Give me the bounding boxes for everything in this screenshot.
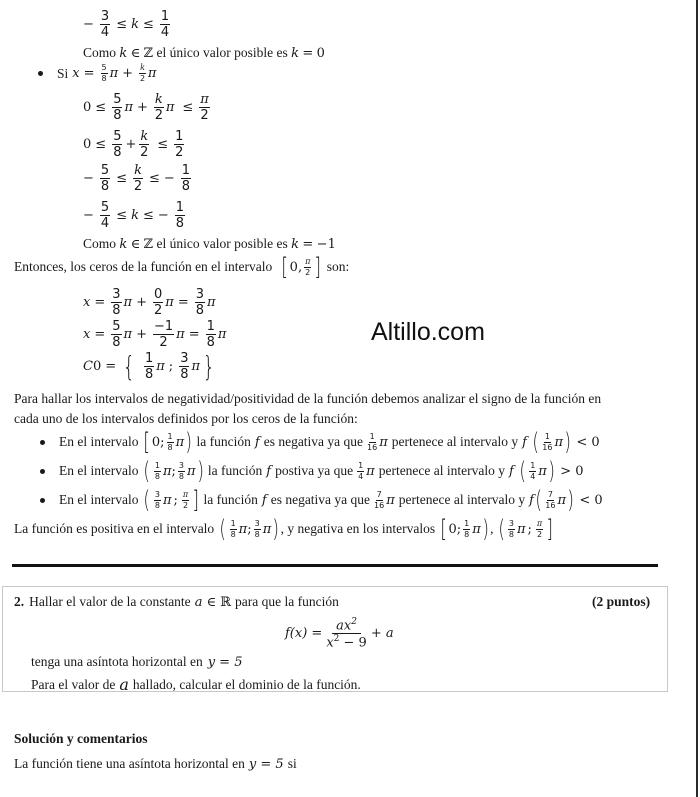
problem-number: 2.: [14, 594, 25, 609]
page-right-border: [696, 0, 698, 797]
bullet-si-case: Si x = $\frac{5}{8}$ π + $\frac{k}{2}$ π: [38, 64, 156, 83]
sign-item-1: En el intervalo [ 0; $\frac{1}{8}$ π ) la función f es negativa ya que $\frac{1}{16}$ π pertenece al intervalo y f ( $\frac{1}{16}$ π ) < 0: [40, 430, 600, 454]
fraction: $\frac{1}{4}$: [160, 9, 170, 40]
bullet-icon: [40, 440, 45, 445]
step-1: 0 ≤ $\frac{5}{8}$ π + $\frac{k}{2}$ π ≤ $\frac{\pi}{2}$: [83, 92, 209, 123]
fraction: $\frac{k}{2}$: [139, 63, 146, 83]
bullet-icon: [40, 469, 45, 474]
zero-eq-1: x = $\frac{3}{8}$ π + $\frac{0}{2}$ π = $\frac{3}{8}$ π: [83, 287, 216, 318]
bullet-icon: [40, 498, 45, 503]
step-4: − $\frac{5}{4}$ ≤ k ≤ − $\frac{1}{8}$: [83, 200, 185, 231]
problem-2-line-3: Para el valor de a hallado, calcular el dominio de la función.: [31, 675, 361, 694]
fraction: $\frac{3}{4}$: [100, 9, 110, 40]
sign-paragraph-line-1: Para hallar los intervalos de negatividad/positividad de la función debemos analizar el signo de la función en: [14, 391, 602, 406]
inequality-top: − $\frac{3}{4}$ ≤ k ≤ $\frac{1}{4}$: [83, 9, 170, 40]
sign-conclusion: La función es positiva en el intervalo ( $\frac{1}{8}$ π ; $\frac{3}{8}$ π ) , y negativa en los intervalos [ 0; $\frac{1}{8}$ π ) , ( $\frac{3}{8}$ π ; $\frac{\pi}{2}$ ]: [14, 515, 554, 543]
step-3: − $\frac{5}{8}$ ≤ $\frac{k}{2}$ ≤ − $\frac{1}{8}$: [83, 163, 191, 194]
bullet-icon: [38, 71, 43, 76]
problem-2-statement: 2. Hallar el valor de la constante a ∈ ℝ para que la función: [14, 594, 339, 610]
problem-2-line-2: tenga una asíntota horizontal en y = 5: [31, 654, 243, 670]
section-divider: [12, 564, 658, 567]
sign-paragraph-line-2: cada uno de los intervalos definidos por los ceros de la función:: [14, 411, 358, 426]
watermark: Altillo.com: [371, 318, 485, 346]
fraction: $\frac{5}{8}$: [101, 63, 107, 83]
como-line-2: Como k ∈ ℤ el único valor posible es k = −1: [83, 236, 336, 252]
problem-2-formula: f(x) = $\frac{ax^2}{x^2 - 9}$ + a: [285, 617, 394, 651]
step-2: 0 ≤ $\frac{5}{8}$ + $\frac{k}{2}$ ≤ $\frac{1}{2}$: [83, 129, 184, 160]
problem-points: (2 puntos): [592, 594, 651, 609]
solution-heading: Solución y comentarios: [14, 731, 148, 746]
como-line-1: Como k ∈ ℤ el único valor posible es k = 0: [83, 45, 325, 61]
zeros-set: C 0 = { $\frac{1}{8}$ π ; $\frac{3}{8}$ π }: [83, 349, 216, 383]
zero-eq-2: x = $\frac{5}{8}$ π + $\frac{-1}{2}$ π = $\frac{1}{8}$ π: [83, 319, 227, 350]
sign-item-3: En el intervalo ( $\frac{3}{8}$ π ; $\frac{\pi}{2}$ ] la función f es negativa ya que $\frac{7}{16}$ π pertenece al intervalo y f ( $\frac{7}{16}$ π ) < 0: [40, 488, 603, 512]
sign-item-2: En el intervalo ( $\frac{1}{8}$ π ; $\frac{3}{8}$ π ) la función f postiva ya que $\frac{1}{4}$ π pertenece al intervalo y f ( $\frac{1}{4}$ π ) > 0: [40, 459, 584, 483]
solution-text: La función tiene una asíntota horizontal en y = 5 si: [14, 756, 297, 772]
zeros-intro: Entonces, los ceros de la función en el intervalo [ 0, $\frac{\pi}{2}$ ] son:: [14, 253, 350, 281]
